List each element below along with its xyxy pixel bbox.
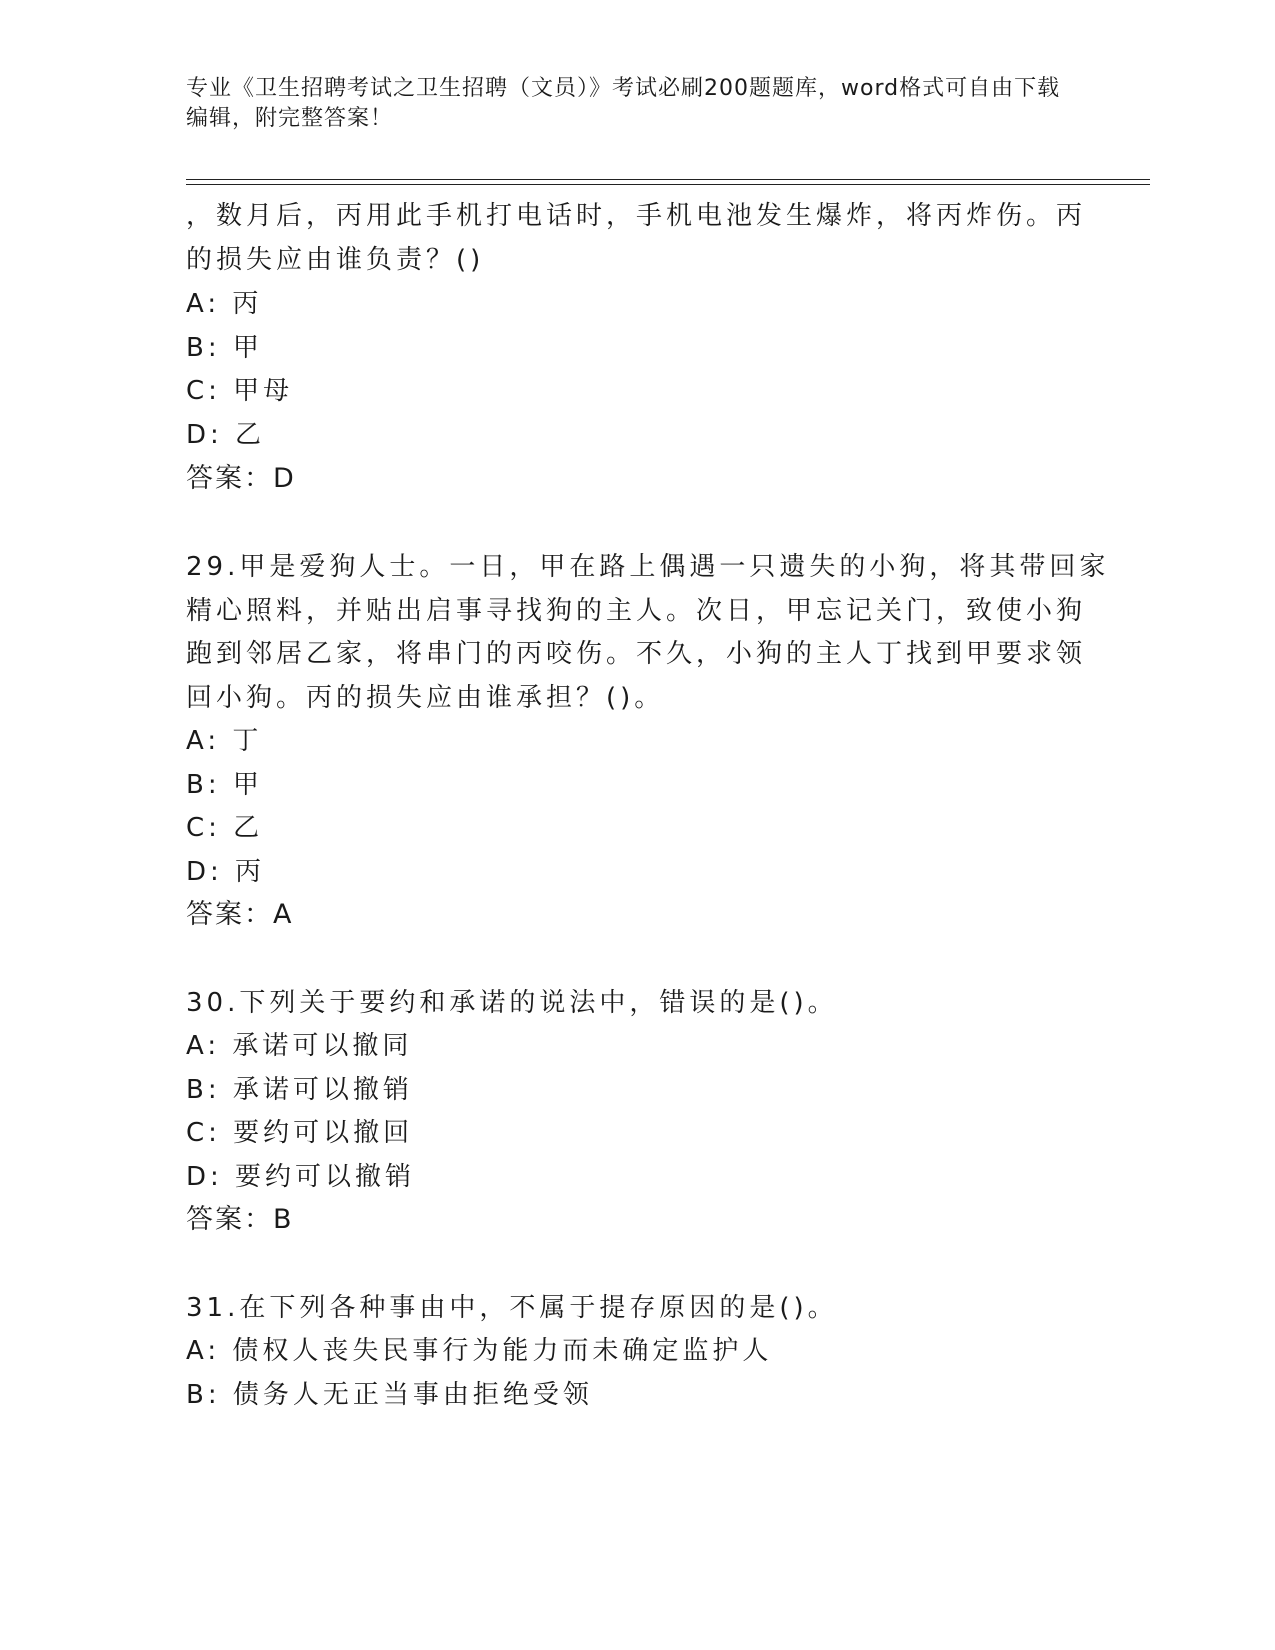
option-c: C: 要约可以撤回	[186, 1118, 414, 1148]
question-stem-line: 30.下列关于要约和承诺的说法中，错误的是()。	[186, 988, 838, 1018]
option-a: A: 丁	[186, 726, 263, 756]
question-stem-line: ，数月后，丙用此手机打电话时，手机电池发生爆炸，将丙炸伤。丙	[186, 201, 1087, 231]
option-c: C: 甲母	[186, 376, 294, 406]
option-b: B: 承诺可以撤销	[186, 1075, 413, 1105]
document-header: 专业《卫生招聘考试之卫生招聘（文员）》考试必刷200题题库，word格式可自由下载编辑，附完整答案！	[186, 76, 1061, 131]
question-stem-line: 精心照料，并贴出启事寻找狗的主人。次日，甲忘记关门，致使小狗	[186, 596, 1087, 626]
option-a: A: 债权人丧失民事行为能力而未确定监护人	[186, 1336, 773, 1366]
question-stem-line: 回小狗。丙的损失应由谁承担？()。	[186, 683, 665, 713]
option-c: C: 乙	[186, 813, 264, 843]
option-b: B: 甲	[186, 333, 263, 363]
header-rule-bottom	[186, 184, 1150, 185]
option-a: A: 承诺可以撤同	[186, 1031, 413, 1061]
option-a: A: 丙	[186, 289, 263, 319]
answer-line: 答案：A	[186, 899, 294, 930]
option-d: D: 乙	[186, 420, 266, 450]
question-stem-line: 跑到邻居乙家，将串门的丙咬伤。不久，小狗的主人丁找到甲要求领	[186, 639, 1087, 669]
question-stem-line: 的损失应由谁负责？()	[186, 245, 485, 275]
answer-line: 答案：B	[186, 1204, 294, 1235]
answer-line: 答案：D	[186, 463, 296, 494]
option-d: D: 要约可以撤销	[186, 1162, 416, 1192]
option-b: B: 债务人无正当事由拒绝受领	[186, 1380, 593, 1410]
question-stem-line: 29.甲是爱狗人士。一日，甲在路上偶遇一只遗失的小狗，将其带回家	[186, 552, 1110, 582]
question-stem-line: 31.在下列各种事由中，不属于提存原因的是()。	[186, 1293, 838, 1323]
header-rule-top	[186, 179, 1150, 180]
option-b: B: 甲	[186, 770, 263, 800]
option-d: D: 丙	[186, 857, 266, 887]
